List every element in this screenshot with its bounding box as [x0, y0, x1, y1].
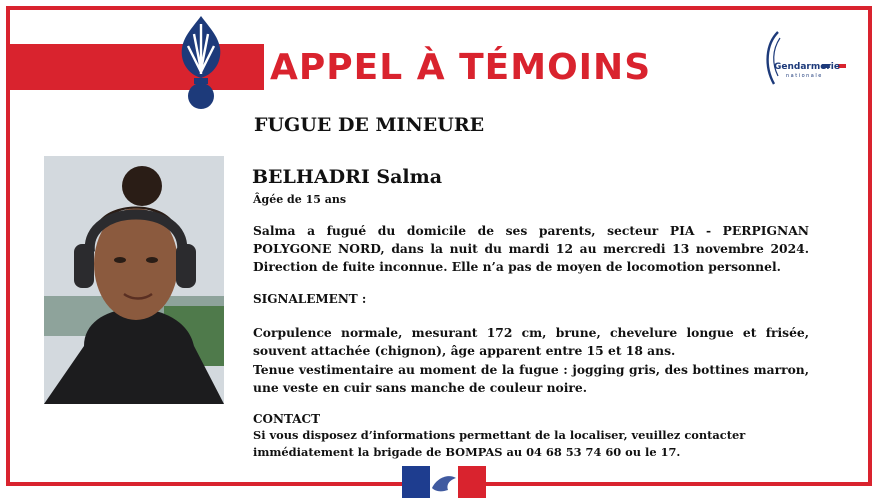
portrait-image	[44, 156, 224, 404]
physical-description: Corpulence normale, mesurant 172 cm, brune, chevelure longue et frisée, souvent attachée (chignon), âge apparent entre 15 et 18 ans.	[253, 325, 809, 358]
person-name: BELHADRI Salma	[252, 166, 443, 188]
missing-person-photo	[44, 156, 224, 404]
gendarmerie-logo-icon	[760, 28, 856, 94]
contact-label: CONTACT	[253, 412, 321, 426]
marianne-icon	[402, 466, 486, 498]
signalement-label: SIGNALEMENT :	[253, 292, 367, 306]
logo-subname: nationale	[786, 73, 823, 79]
person-age: Âgée de 15 ans	[253, 193, 347, 206]
grenade-icon	[172, 14, 230, 110]
gendarmerie-logo	[760, 28, 856, 94]
circumstances-text: Salma a fugué du domicile de ses parents, secteur PIA - PERPIGNAN POLYGONE NORD, dans la nuit du mardi 12 au mercredi 13 novembre 2024. Direction de fuite inconnue. Elle n’a pas de moyen de locomotion personnel.	[253, 223, 809, 274]
headline-appel-a-temoins: APPEL À TÉMOINS	[264, 44, 659, 92]
notice-title: FUGUE DE MINEURE	[254, 114, 485, 136]
logo-name: Gendarmerie	[774, 62, 840, 72]
contact-text: Si vous disposez d’informations permettant de la localiser, veuillez contacter immédiatement la brigade de BOMPAS au 04 68 53 74 60 ou le 17.	[253, 428, 746, 459]
clothing-description: Tenue vestimentaire au moment de la fugue : jogging gris, des bottines marron, une veste en cuir sans manche de couleur noire.	[253, 362, 809, 395]
